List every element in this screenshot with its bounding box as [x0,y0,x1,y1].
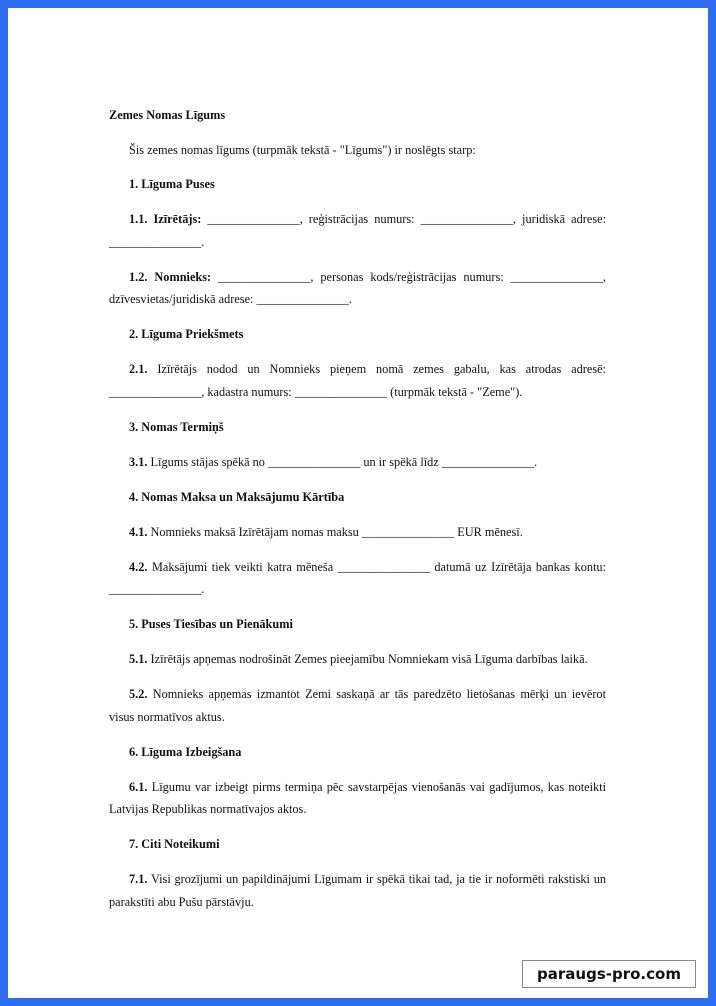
clause-paragraph [109,451,606,474]
clause-number: 1.2. Nomnieks: [129,269,212,284]
intro-paragraph: Šis zemes nomas līgums (turpmāk tekstā - "Līgums") ir noslēgts starp: [129,142,476,157]
clause-paragraph [109,521,606,544]
clause-text: Izīrētājs apņemas nodrošināt Zemes pieejamību Nomniekam visā Līguma darbības laikā. [147,652,588,666]
clause-paragraph [109,776,606,821]
clause-paragraph [109,358,606,403]
clause-paragraph [109,683,606,728]
clause-text: _______________, personas kods/reģistrācijas numurs: _______________, dzīvesvietas/juridiskā adrese: _______________. [109,269,606,306]
section-heading: 4. Nomas Maksa un Maksājumu Kārtība [129,489,345,504]
watermark-label: paraugs-pro.com [522,960,696,988]
section-heading: 3. Nomas Termiņš [129,419,224,434]
clause-text: Nomnieks maksā Izīrētājam nomas maksu _______________ EUR mēnesī. [147,524,523,539]
document-body [109,104,606,926]
clause-number: 7.1. [129,872,148,886]
clause-number: 4.1. [129,524,148,539]
clause-number: 5.1. [129,652,148,666]
clause-number: 6.1. [129,779,148,794]
clause-number: 4.2. [129,559,148,574]
clause-text: Nomnieks apņemas izmantot Zemi saskaņā ar tās paredzēto lietošanas mērķi un ievērot visus normatīvos aktus. [109,687,606,724]
clause-number: 3.1. [129,454,148,469]
clause-number: 5.2. [129,687,148,701]
clause-paragraph [109,556,606,601]
clause-text: Maksājumi tiek veikti katra mēneša _______________ datumā uz Izīrētāja bankas kontu: _______________. [109,559,606,596]
clause-paragraph [109,868,606,913]
section-heading: 7. Citi Noteikumi [129,837,220,851]
clause-text: _______________, reģistrācijas numurs: _______________, juridiskā adrese: _______________. [109,212,606,249]
clause-paragraph [109,648,606,671]
section-heading: 1. Līguma Puses [129,177,215,191]
section-heading: 2. Līguma Priekšmets [129,327,244,341]
clause-number: 2.1. [129,362,148,376]
clause-paragraph [109,266,606,311]
clause-text: Līgumu var izbeigt pirms termiņa pēc savstarpējas vienošanās vai gadījumos, kas noteikti Latvijas Republikas normatīvajos aktos. [109,779,606,816]
clause-text: Līgums stājas spēkā no _______________ un ir spēkā līdz _______________. [147,454,538,469]
section-heading: 6. Līguma Izbeigšana [129,744,242,759]
clause-text: Izīrētājs nodod un Nomnieks pieņem nomā zemes gabalu, kas atrodas adresē: _______________, kadastra numurs: _______________ (turpmāk tekstā - "Zeme"). [109,362,606,399]
document-page [8,8,708,998]
clause-paragraph [109,208,606,253]
clause-number: 1.1. Izīrētājs: [129,212,202,226]
section-heading: 5. Puses Tiesības un Pienākumi [129,617,293,631]
document-title: Zemes Nomas Līgums [109,108,226,122]
clause-text: Visi grozījumi un papildinājumi Līgumam ir spēkā tikai tad, ja tie ir noformēti rakstiski un parakstīti abu Pušu pārstāvju. [109,872,606,909]
